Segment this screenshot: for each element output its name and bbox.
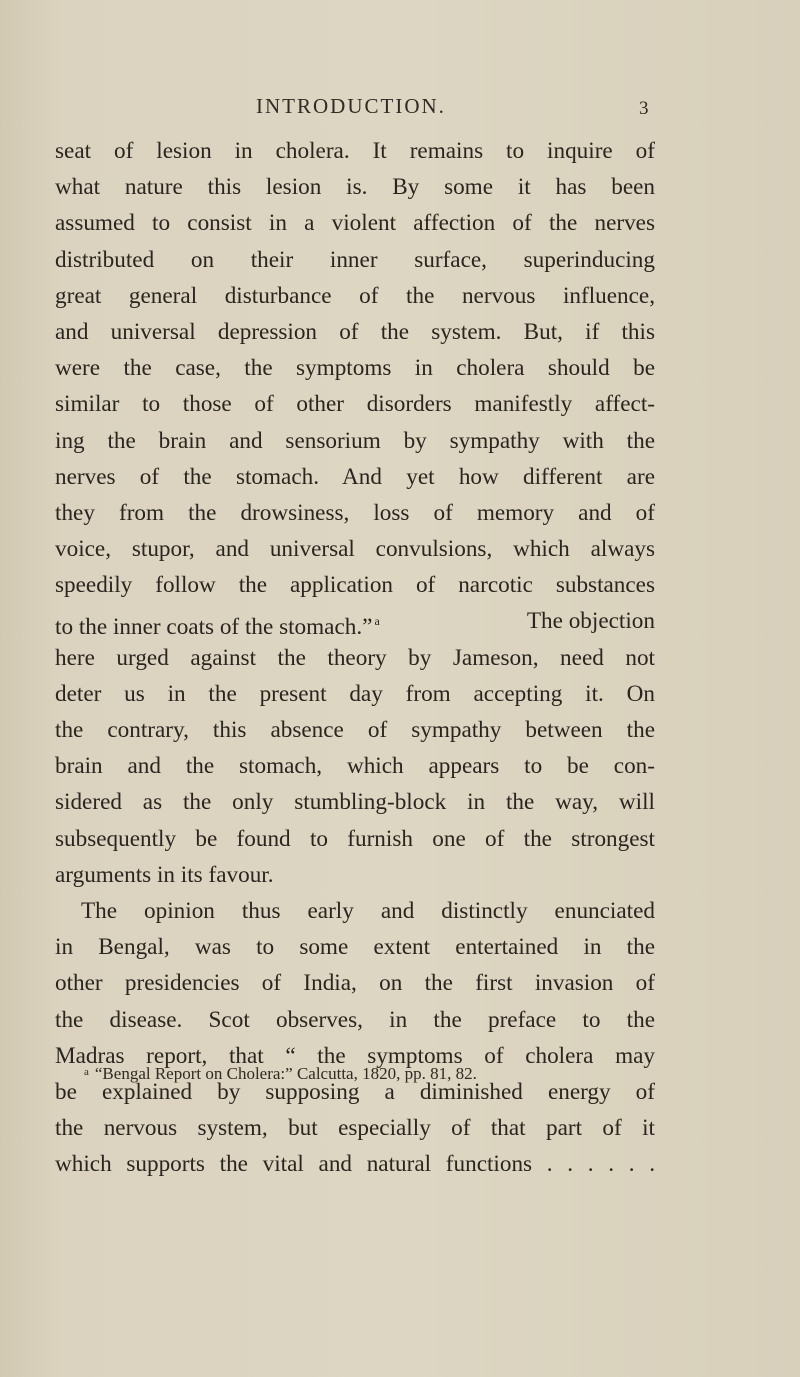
text-line: Madras report, that “ the symptoms of cholera may — [55, 1042, 655, 1069]
text-line-head: to the inner coats of the stomach.” — [55, 614, 373, 641]
running-head — [0, 94, 800, 120]
text-line: sidered as the only stumbling-block in the way, will — [55, 789, 655, 816]
text-line: subsequently be found to furnish one of the strongest — [55, 825, 655, 852]
text-line: what nature this lesion is. By some it has been — [55, 174, 655, 201]
text-line: here urged against the theory by Jameson, need not — [55, 644, 655, 671]
text-line: the nervous system, but especially of that part of it — [55, 1115, 655, 1142]
text-line: the contrary, this absence of sympathy between the — [55, 717, 655, 743]
body-text — [55, 133, 655, 1182]
text-line: which supports the vital and natural functions . . . . . . — [55, 1151, 655, 1178]
text-line: arguments in its favour. — [55, 861, 274, 888]
text-line: be explained by supposing a diminished energy of — [55, 1078, 655, 1105]
text-line: ing the brain and sensorium by sympathy with the — [55, 427, 655, 454]
text-line: nerves of the stomach. And yet how different are — [55, 463, 655, 490]
text-line: The opinion thus early and distinctly enunciated — [81, 897, 655, 924]
text-line: voice, stupor, and universal convulsions, which always — [55, 536, 655, 563]
text-line: great general disturbance of the nervous influence, — [55, 282, 655, 309]
text-line: similar to those of other disorders manifestly affect- — [55, 391, 655, 418]
footnote-mark: a — [84, 1066, 89, 1078]
text-line: brain and the stomach, which appears to be con- — [55, 753, 655, 780]
text-line: assumed to consist in a violent affection of the nerves — [55, 210, 655, 237]
text-line: other presidencies of India, on the first invasion of — [55, 970, 655, 997]
footnote-reference: a — [374, 614, 380, 629]
text-line: and universal depression of the system. But, if this — [55, 318, 655, 345]
text-line: the disease. Scot observes, in the preface to the — [55, 1006, 655, 1033]
text-line-with-footnote-ref — [55, 603, 655, 639]
text-line: seat of lesion in cholera. It remains to inquire of — [55, 138, 655, 164]
text-line: speedily follow the application of narcotic substances — [55, 572, 655, 599]
footnote — [84, 1064, 664, 1084]
footnote-text: “Bengal Report on Cholera:” Calcutta, 1820, pp. 81, 82. — [94, 1064, 477, 1083]
text-line: deter us in the present day from accepting it. On — [55, 680, 655, 707]
text-line: they from the drowsiness, loss of memory and of — [55, 499, 655, 526]
text-line-tail: The objection — [526, 608, 655, 635]
text-line: were the case, the symptoms in cholera should be — [55, 355, 655, 382]
text-line: in Bengal, was to some extent entertained in the — [55, 934, 655, 961]
page-number: 3 — [639, 98, 649, 119]
text-line: distributed on their inner surface, superinducing — [55, 246, 655, 273]
running-title: INTRODUCTION. — [256, 94, 446, 118]
